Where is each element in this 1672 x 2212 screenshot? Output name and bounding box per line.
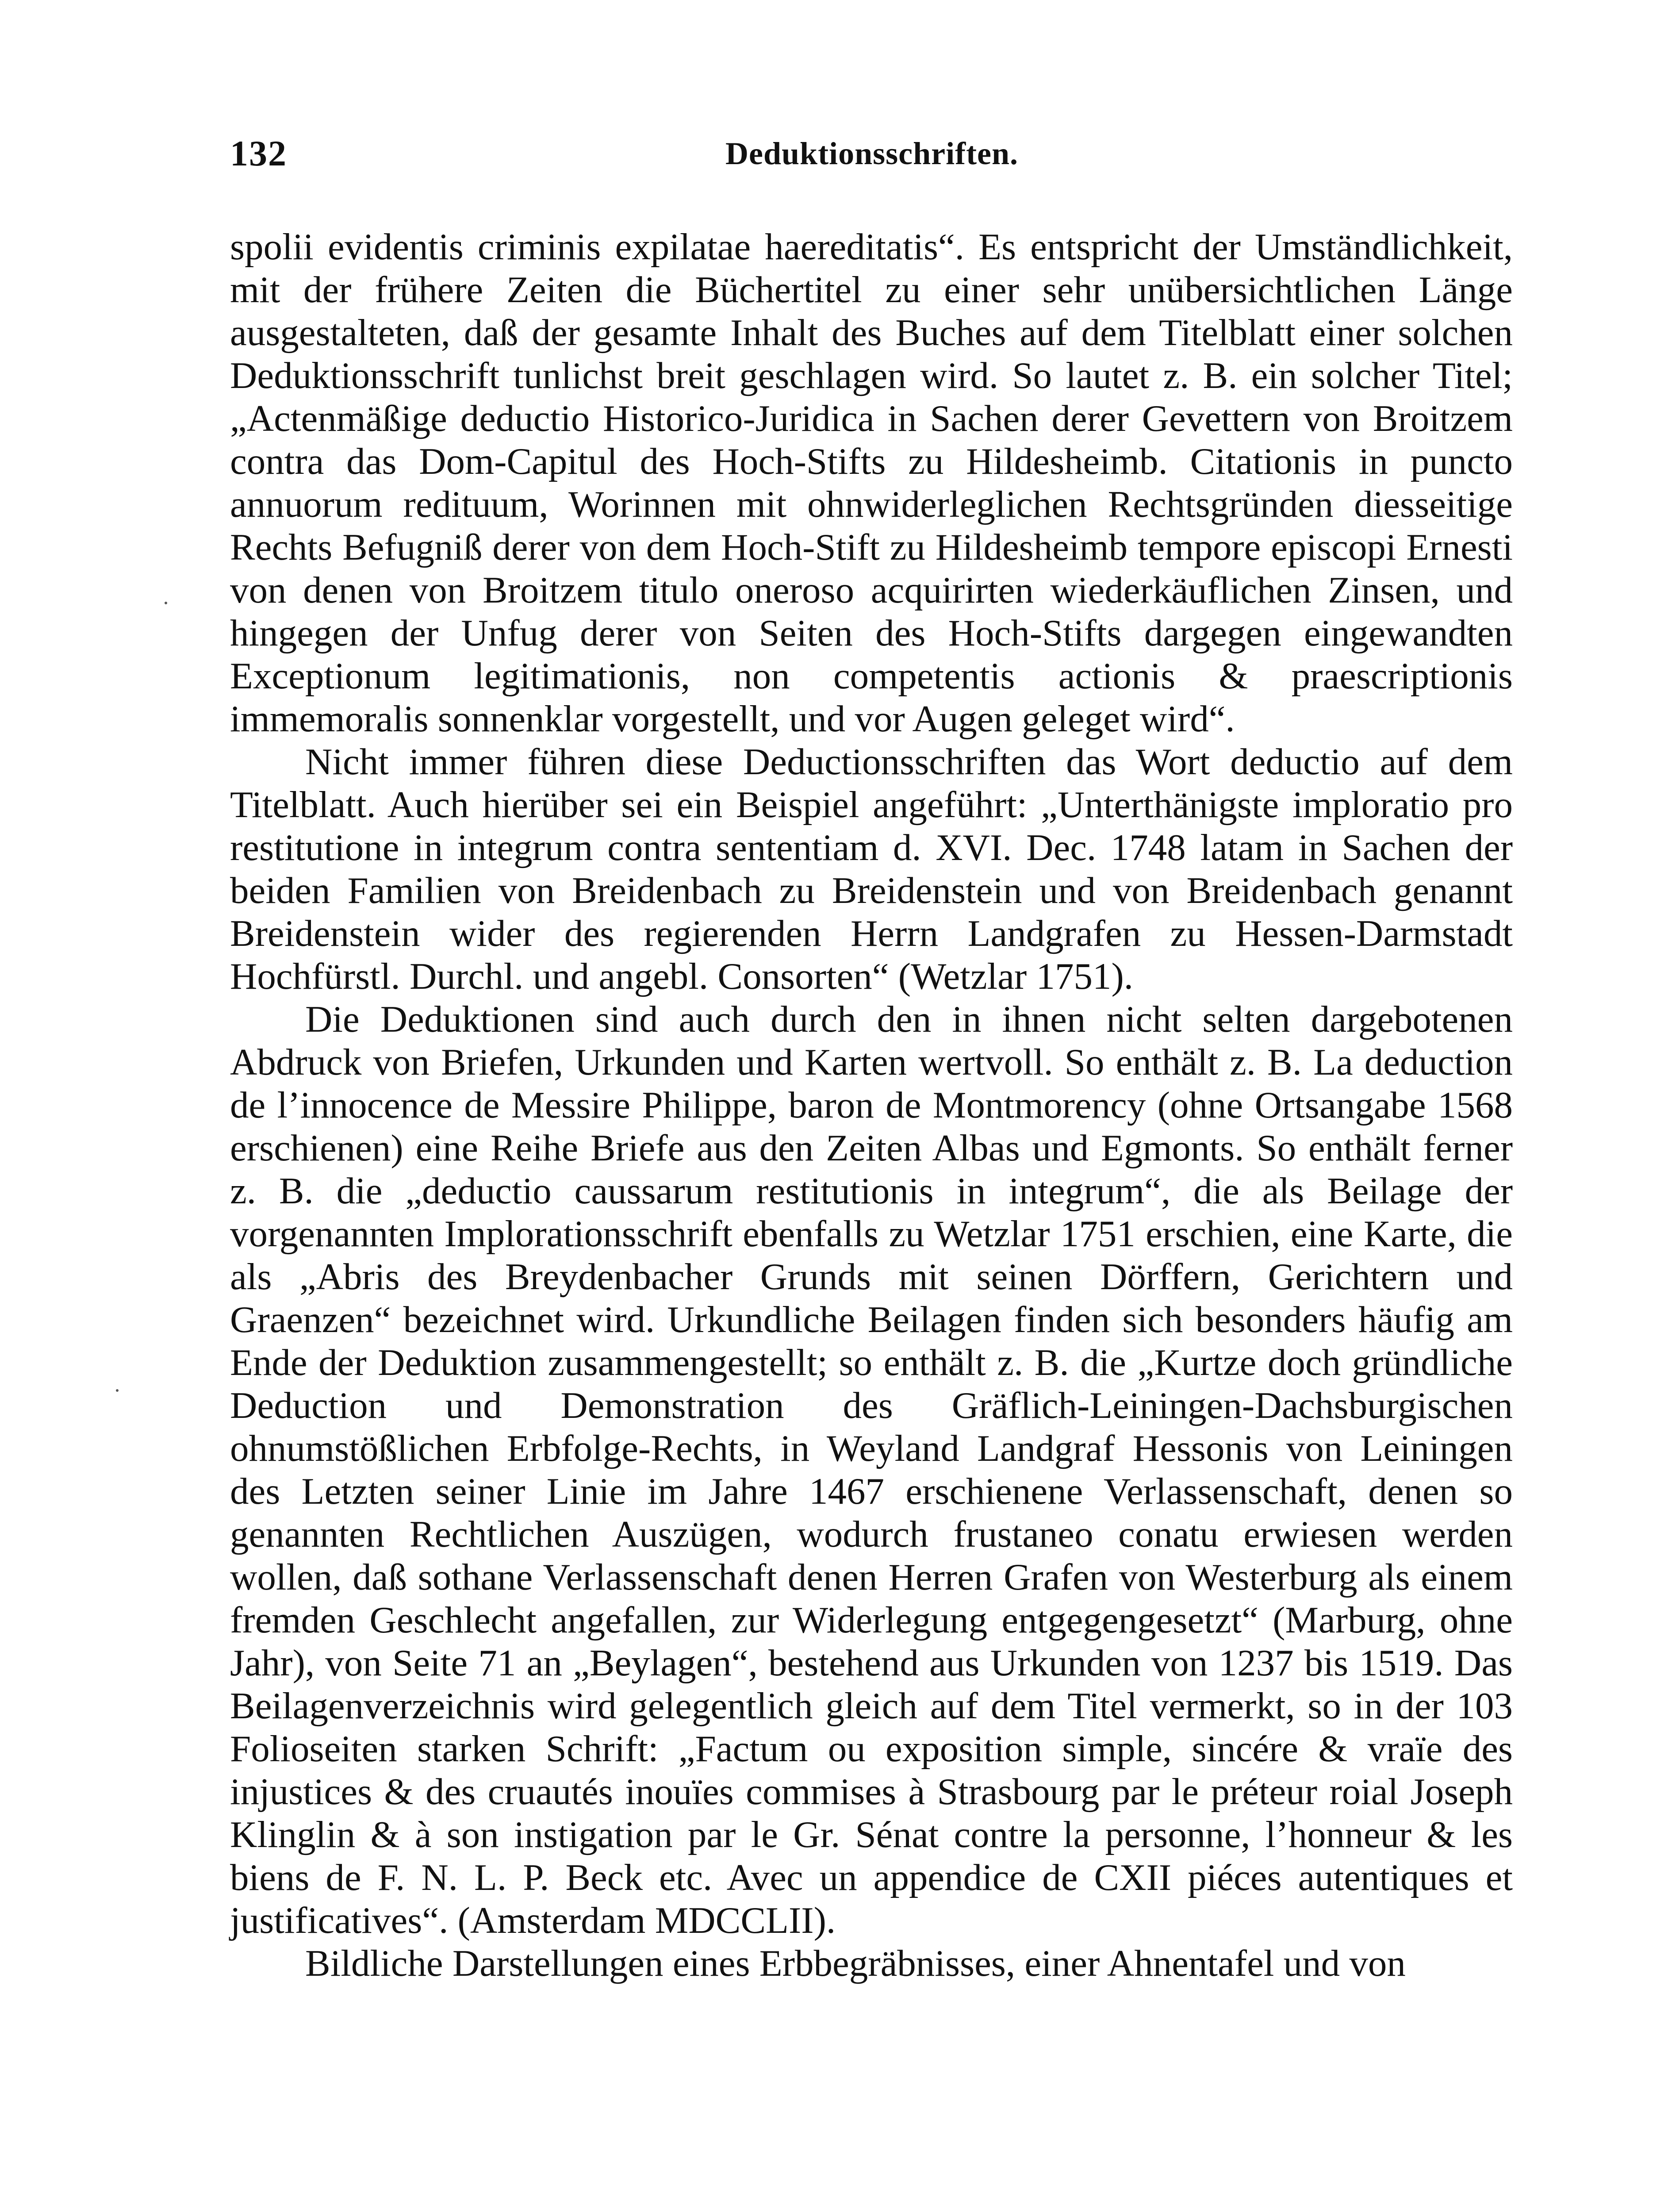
- paragraph: Bildliche Darstellungen eines Erbbegräbnisses, einer Ahnentafel und von: [305, 1943, 1406, 1984]
- paragraph: Die Deduktionen sind auch durch den in ihnen nicht selten dargebotenen Abdruck von Briefen, Urkunden und Karten wertvoll. So enthält z. B. La deduction de l’innocence de Messire Philippe, baron de Montmorency (ohne Ortsangabe 1568 erschienen) eine Reihe Briefe aus den Zeiten Albas und Egmonts. So enthält ferner z. B. die „deductio caussarum restitutionis in integrum“, die als Beilage der vorgenannten Implorationsschrift ebenfalls zu Wetzlar 1751 erschien, eine Karte, die als „Abris des Breydenbacher Grunds mit seinen Dörffern, Gerichtern und Graenzen“ bezeichnet wird. Urkundliche Beilagen finden sich besonders häufig am Ende der Deduktion zusammengestellt; so enthält z. B. die „Kurtze doch gründliche Deduction und Demonstration des Gräflich-Leiningen-Dachsburgischen ohnumstößlichen Erbfolge-Rechts, in Weyland Landgraf Hessonis von Leiningen des Letzten seiner Linie im Jahre 1467 erschienene Verlassenschaft, denen so genannten Rechtlichen Auszügen, wodurch frustaneo conatu erwiesen werden wollen, daß sothane Verlassenschaft denen Herren Grafen von Westerburg als einem fremden Geschlecht angefallen, zur Widerlegung entgegengesetzt“ (Marburg, ohne Jahr), von Seite 71 an „Beylagen“, bestehend aus Urkunden von 1237 bis 1519. Das Beilagenverzeichnis wird gelegentlich gleich auf dem Titel vermerkt, so in der 103 Folioseiten starken Schrift: „Factum ou exposition simple, sincére & vraïe des injustices & des cruautés inouïes commises à Strasbourg par le préteur roial Joseph Klinglin & à son instigation par le Gr. Sénat contre la personne, l’honneur & les biens de F. N. L. P. Beck etc. Avec un appendice de CXII piéces autentiques et justificatives“. (Amsterdam MDCCLII).: [230, 998, 1513, 1941]
- page-number: 132: [230, 133, 287, 173]
- margin-speck: [116, 1389, 119, 1392]
- paragraph: Nicht immer führen diese Deductionsschriften das Wort deductio auf dem Titelblatt. Auch hierüber sei ein Beispiel angeführt: „Unterthänigste imploratio pro restitutione in integrum contra sententiam d. XVI. Dec. 1748 latam in Sachen der beiden Familien von Breidenbach zu Breidenstein und von Breidenbach genannt Breidenstein wider des regierenden Herrn Landgrafen zu Hessen-Darmstadt Hochfürstl. Durchl. und angebl. Consorten“ (Wetzlar 1751).: [230, 741, 1513, 997]
- paragraph-continued: spolii evidentis criminis expilatae haereditatis“. Es entspricht der Umständlichkeit, mit der frühere Zeiten die Büchertitel zu einer sehr unübersichtlichen Länge ausgestalteten, daß der gesamte Inhalt des Buches auf dem Titelblatt einer solchen Deduktionsschrift tunlichst breit geschlagen wird. So lautet z. B. ein solcher Titel; „Actenmäßige deductio Historico-Juridica in Sachen derer Gevettern von Broitzem contra das Dom-Capitul des Hoch-Stifts zu Hildesheimb. Citationis in puncto annuorum redituum, Worinnen mit ohnwiderleglichen Rechtsgründen diesseitige Rechts Befugniß derer von dem Hoch-Stift zu Hildesheimb tempore episcopi Ernesti von denen von Broitzem titulo oneroso acquirirten wiederkäuflichen Zinsen, und hingegen der Unfug derer von Seiten des Hoch-Stifts dargegen eingewandten Exceptionum legitimationis, non competentis actionis & praescriptionis immemoralis sonnenklar vorgestellt, und vor Augen geleget wird“.: [230, 226, 1513, 740]
- running-head: [230, 133, 1513, 190]
- body-text: [230, 226, 1513, 1985]
- margin-speck: [165, 602, 167, 604]
- running-title: Deduktionsschriften.: [725, 136, 1019, 171]
